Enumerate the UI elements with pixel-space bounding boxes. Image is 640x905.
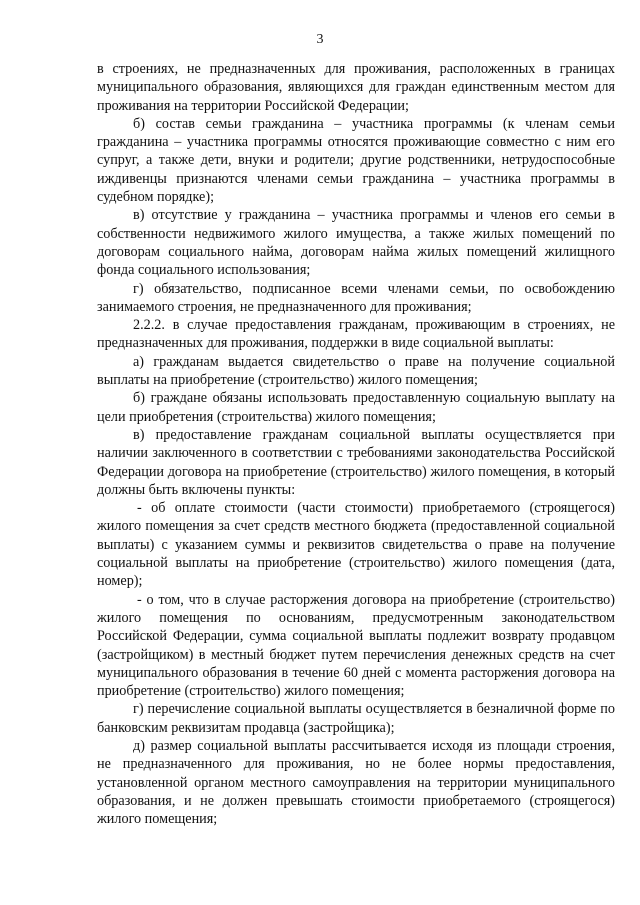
paragraph-g-obligation: г) обязательство, подписанное всеми членами семьи, по освобождению занимаемого строения, не предназначенного для проживания; bbox=[97, 280, 615, 315]
paragraph-v-no-property: в) отсутствие у гражданина – участника программы и членов его семьи в собственности недвижимого жилого имущества, а также жилых помещений по договорам социального найма, договорам найма жилых помещений жилищного фонда социального использования; bbox=[97, 207, 615, 279]
paragraph-a-certificate: а) гражданам выдается свидетельство о праве на получение социальной выплаты на приобретение (строительство) жилого помещения; bbox=[97, 353, 615, 389]
paragraph-bullet-termination: - о том, что в случае расторжения договора на приобретение (строительство) жилого помещения по основаниям, предусмотренным законодательством Российской Федерации, сумма социальной выплаты подлежит возврату продавцом (застройщиком) в местный бюджет путем перечисления денежных средств на счет муниципального образования в течение 60 дней с момента расторжения договора на приобретение (строительство) жилого помещения; bbox=[97, 591, 615, 700]
paragraph-g-transfer: г) перечисление социальной выплаты осуществляется в безналичной форме по банковским реквизитам продавца (застройщика); bbox=[97, 701, 615, 736]
paragraph-2-2-2: 2.2.2. в случае предоставления гражданам, проживающим в строениях, не предназначенных для проживания, поддержки в виде социальной выплаты: bbox=[97, 317, 615, 352]
paragraph-v-contract: в) предоставление гражданам социальной выплаты осуществляется при наличии заключенного в соответствии с требованиями законодательства Российской Федерации договора на приобретение (строительство) жилого помещения, в который должны быть включены пункты: bbox=[97, 426, 615, 498]
paragraph-d-amount: д) размер социальной выплаты рассчитывается исходя из площади строения, не предназначенного для проживания, но не более нормы предоставления, установленной органом местного самоуправления на территории муниципального образования, и не должен превышать стоимости приобретаемого (строящегося) жилого помещения; bbox=[97, 737, 615, 828]
page-number: 3 bbox=[316, 32, 324, 47]
paragraph-bullet-payment: - об оплате стоимости (части стоимости) приобретаемого (строящегося) жилого помещения за счет средств местного бюджета (предоставленной социальной выплаты) с указанием суммы и реквизитов свидетельства о праве на получение социальной выплаты на приобретение (строительство) жилого помещения (дата, номер); bbox=[97, 500, 615, 590]
document-body bbox=[97, 60, 615, 828]
paragraph-continuation: в строениях, не предназначенных для проживания, расположенных в границах муниципального образования, являющихся для граждан единственным местом для проживания на территории Российской Федерации; bbox=[97, 61, 615, 114]
paragraph-b-use-payment: б) граждане обязаны использовать предоставленную социальную выплату на цели приобретения (строительства) жилого помещения; bbox=[97, 390, 615, 425]
paragraph-b-family-composition: б) состав семьи гражданина – участника программы (к членам семьи гражданина – участника программы относятся проживающие совместно с ним его супруг, а также дети, внуки и родители; другие родственники, нетрудоспособные иждивенцы признаются членами семьи гражданина – участника программы в судебном порядке); bbox=[97, 115, 615, 206]
